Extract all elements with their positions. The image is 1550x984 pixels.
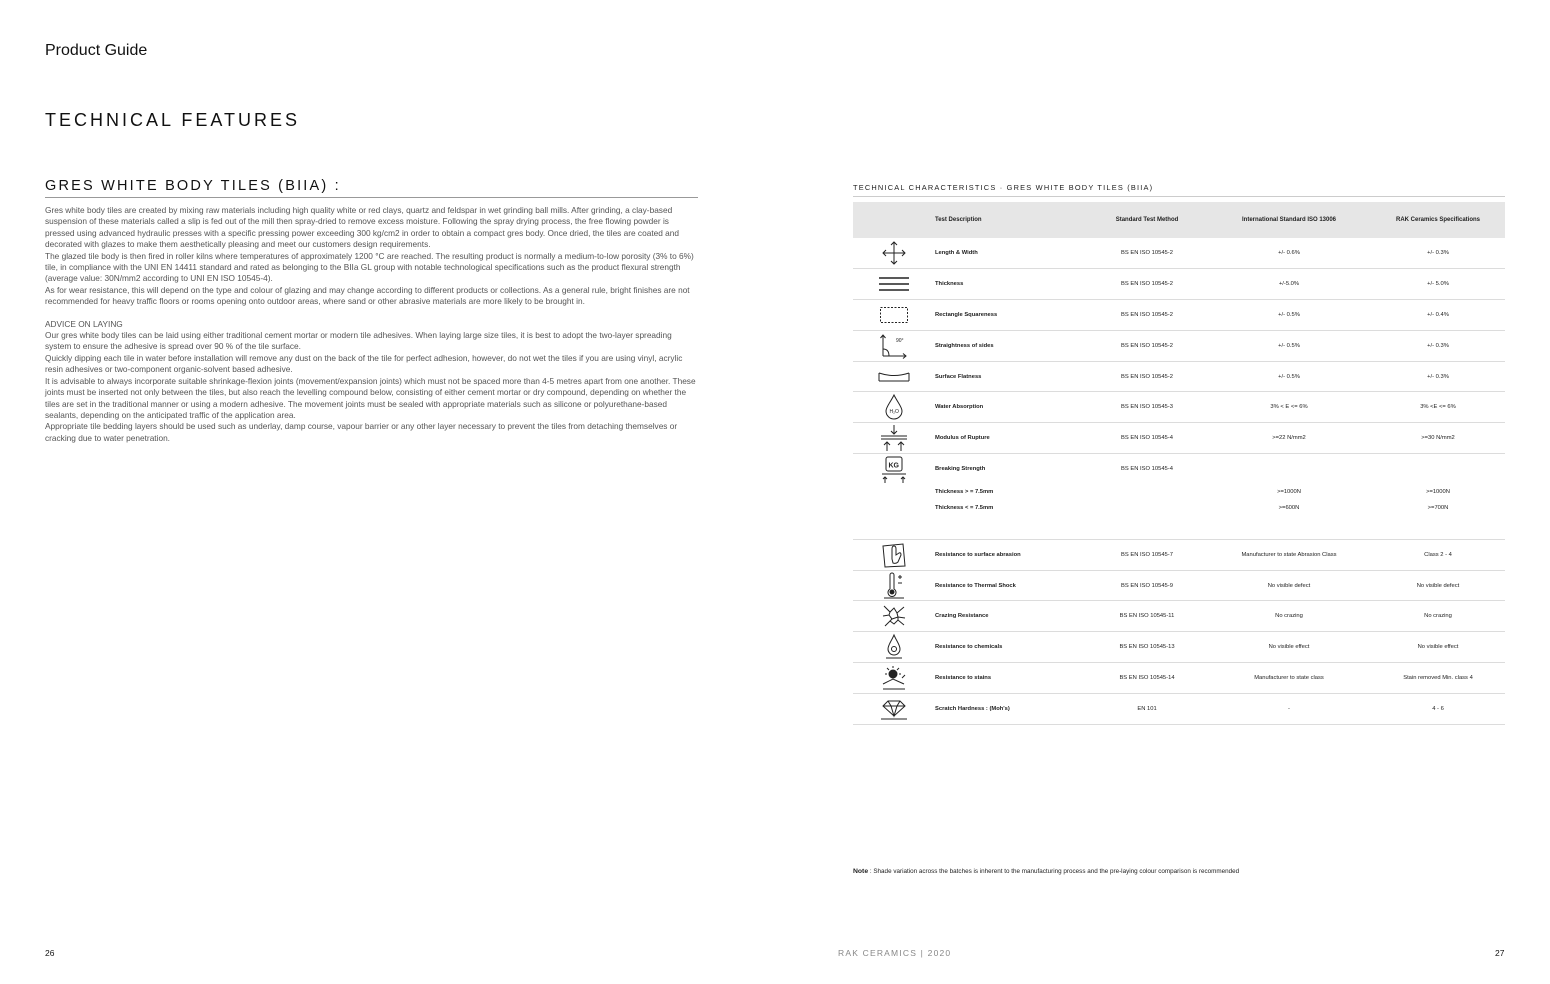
section-title: GRES WHITE BODY TILES (BIIA) : (45, 178, 698, 198)
table-row (853, 539, 1505, 570)
cell-method: BS EN ISO 10545-2 (1087, 330, 1207, 361)
table-row (853, 484, 1505, 500)
technical-table (853, 202, 1505, 725)
cell-method: BS EN ISO 10545-13 (1087, 632, 1207, 663)
cell-desc: Resistance to Thermal Shock (935, 570, 1087, 601)
cell-desc: Breaking Strength (935, 466, 986, 473)
cell-rak: +/- 0.3% (1371, 361, 1505, 392)
paragraph: As for wear resistance, this will depend on the type and colour of glazing and may change according to different products or collections. As a general rule, bright finishes are not recommended for heavy traffic floors or rooms opening onto outdoor areas, where sand or other abrasive materials are more likely to be brought in. (45, 284, 690, 307)
thermometer-icon (853, 570, 935, 601)
header-cell: Test Description (935, 202, 1087, 238)
page-number-right: 27 (1495, 948, 1505, 958)
section-body (45, 205, 698, 444)
table-row (853, 601, 1505, 632)
cell-desc: Water Absorption (935, 392, 1087, 423)
rectangle-squareness-icon (853, 300, 935, 331)
cell-iso: >=1000N (1277, 489, 1301, 496)
cell-desc: Modulus of Rupture (935, 423, 1087, 454)
note-text: : Shade variation across the batches is inherent to the manufacturing process and the pre-laying colour comparison is recommended (868, 868, 1240, 875)
cell-rak: 4 - 6 (1371, 693, 1505, 724)
cell-desc: Thickness < = 7.5mm (935, 505, 994, 512)
cell-iso: +/- 0.5% (1207, 330, 1371, 361)
cell-method: BS EN ISO 10545-4 (1121, 466, 1173, 473)
left-column (45, 178, 698, 444)
svg-text:90°: 90° (896, 337, 904, 344)
table-row (853, 330, 1505, 361)
cell-rak: >=30 N/mm2 (1371, 423, 1505, 454)
cell-iso: 3% < E <= 6% (1207, 392, 1371, 423)
table-row (853, 500, 1505, 516)
table-row (853, 238, 1505, 269)
cell-method: BS EN ISO 10545-9 (1087, 570, 1207, 601)
table-row (853, 423, 1505, 454)
paragraph: The glazed tile body is then fired in roller kilns where temperatures of approximately 1200 °C are reached. The resulting product is normally a medium-to-low porosity (3% to 6%) tile, in compliance with the UNI EN 14411 standard and rated as belonging to the BIIa GL group with notable technological specifications such as the product flexural strength (average value: 30N/mm2 according to UNI EN ISO 10545-4). (45, 250, 694, 284)
table-row (853, 632, 1505, 663)
advice-title: ADVICE ON LAYING (45, 318, 123, 329)
header-cell: RAK Ceramics Specifications (1371, 202, 1505, 238)
cell-rak: >=1000N (1426, 489, 1450, 496)
cell-method: BS EN ISO 10545-14 (1087, 663, 1207, 694)
cell-iso: No visible effect (1207, 632, 1371, 663)
stain-icon (853, 663, 935, 694)
kg-weight-icon (853, 454, 935, 485)
cell-iso: +/- 0.6% (1207, 238, 1371, 269)
cell-rak: +/- 0.3% (1371, 330, 1505, 361)
table-row (853, 392, 1505, 423)
cell-desc: Resistance to chemicals (935, 632, 1087, 663)
cell-iso: >=600N (1278, 505, 1300, 512)
cell-rak: +/- 0.4% (1371, 300, 1505, 331)
cell-desc: Thickness > = 7.5mm (935, 489, 994, 496)
cell-desc: Surface Flatness (935, 361, 1087, 392)
cell-desc: Rectangle Squareness (935, 300, 1087, 331)
paragraph: Gres white body tiles are created by mixing raw materials including high quality white or red clays, quartz and feldspar in wet grinding ball mills. After grinding, a clay-based suspension of these materials called a slip is fed out of the mill then spray-dried to remove excess moisture. Following the spray drying process, the free flowing powder is pressed using advanced hydraulic presses with a specific pressing power exceeding 300 kg/cm2 in order to obtain a compact gres body. Once dried, the tiles are coated and decorated with glazes to make them aesthetically pleasing and meet our customers design requirements. (45, 205, 679, 250)
cell-rak: No visible effect (1371, 632, 1505, 663)
paragraph: It is advisable to always incorporate suitable shrinkage-flexion joints (movement/expansion joints) which must not be spaced more than 4-5 metres apart from one another. These joints must be inserted not only between the tiles, but also reach the levelling compound below, consisting of either cement mortar or dry compound, depending on whether the tiles are set in the traditional manner or using a modern adhesive. The movement joints must be sealed with appropriate materials such as silicone or polyurethane-based sealants, depending on the anticipated traffic of the application area. (45, 375, 696, 420)
svg-text:KG: KG (888, 462, 899, 470)
table-title: TECHNICAL CHARACTERISTICS · GRES WHITE BODY TILES (BIIA) (853, 183, 1505, 197)
svg-text:H₂O: H₂O (889, 409, 899, 416)
cell-desc: Thickness (935, 269, 1087, 300)
cell-iso: No visible defect (1207, 570, 1371, 601)
cell-iso: Manufacturer to state class (1207, 663, 1371, 694)
right-column (853, 183, 1505, 725)
paragraph: Appropriate tile bedding layers should be used such as underlay, damp course, vapour barrier or any other layer necessary to prevent the tiles from detaching themselves or cracking due to water penetration. (45, 421, 678, 443)
cell-rak: Stain removed Min. class 4 (1371, 663, 1505, 694)
cell-desc: Length & Width (935, 238, 1087, 269)
cell-method: BS EN ISO 10545-2 (1087, 300, 1207, 331)
cell-iso: - (1207, 693, 1371, 724)
header-cell: Standard Test Method (1087, 202, 1207, 238)
cell-rak: +/- 5.0% (1371, 269, 1505, 300)
cell-iso: +/- 0.5% (1207, 361, 1371, 392)
cell-method: BS EN ISO 10545-2 (1087, 238, 1207, 269)
cell-method: BS EN ISO 10545-2 (1087, 361, 1207, 392)
page-number-left: 26 (45, 948, 55, 958)
table-row (853, 693, 1505, 724)
surface-flatness-icon (853, 361, 935, 392)
cell-desc: Resistance to surface abrasion (935, 539, 1087, 570)
chemical-drop-icon (853, 632, 935, 663)
cell-method: BS EN ISO 10545-3 (1087, 392, 1207, 423)
cell-iso: No crazing (1207, 601, 1371, 632)
cell-rak: 3% <E <= 6% (1371, 392, 1505, 423)
right-angle-icon (853, 330, 935, 361)
water-drop-icon (853, 392, 935, 423)
cell-rak: No visible defect (1371, 570, 1505, 601)
footnote (853, 868, 1239, 875)
paragraph: Quickly dipping each tile in water before installation will remove any dust on the back of the tile for perfect adhesion, however, do not wet the tiles if you are using vinyl, acrylic resin adhesives or two-component organic-solvent based adhesive. (45, 352, 683, 375)
diamond-icon (853, 693, 935, 724)
thickness-lines-icon (853, 269, 935, 300)
cell-rak: Class 2 - 4 (1371, 539, 1505, 570)
footer-brand: RAK CERAMICS | 2020 (838, 948, 952, 958)
table-row (853, 300, 1505, 331)
table-row (853, 269, 1505, 300)
table-row (853, 454, 1505, 485)
paragraph: Our gres white body tiles can be laid using either traditional cement mortar or modern tile adhesives. When laying large size tiles, it is best to adopt the two-layer spreading system to ensure the adhesive is spread over 90 % of the tile surface. (45, 330, 672, 352)
page-title: TECHNICAL FEATURES (45, 110, 301, 130)
length-width-arrows-icon (853, 238, 935, 269)
cell-rak: No crazing (1371, 601, 1505, 632)
table-row (853, 663, 1505, 694)
cell-desc: Straightness of sides (935, 330, 1087, 361)
brand-title: Product Guide (45, 42, 148, 59)
table-spacer-row (853, 516, 1505, 539)
cell-desc: Scratch Hardness : (Moh's) (935, 693, 1087, 724)
cell-method: BS EN ISO 10545-4 (1087, 423, 1207, 454)
cell-desc: Crazing Resistance (935, 601, 1087, 632)
modulus-rupture-icon (853, 423, 935, 454)
crazing-icon (853, 601, 935, 632)
cell-iso: +/- 0.5% (1207, 300, 1371, 331)
header-cell: International Standard ISO 13006 (1207, 202, 1371, 238)
abrasion-hand-icon (853, 539, 935, 570)
cell-iso: >=22 N/mm2 (1207, 423, 1371, 454)
table-row (853, 570, 1505, 601)
table-header-row (853, 202, 1505, 238)
cell-method: BS EN ISO 10545-11 (1087, 601, 1207, 632)
cell-method: BS EN ISO 10545-7 (1087, 539, 1207, 570)
cell-method: BS EN ISO 10545-2 (1087, 269, 1207, 300)
header-icon-cell (853, 202, 935, 238)
cell-iso: +/-5.0% (1207, 269, 1371, 300)
cell-iso: Manufacturer to state Abrasion Class (1207, 539, 1371, 570)
cell-desc: Resistance to stains (935, 663, 1087, 694)
cell-rak: +/- 0.3% (1371, 238, 1505, 269)
cell-method: EN 101 (1087, 693, 1207, 724)
table-row (853, 361, 1505, 392)
cell-rak: >=700N (1427, 505, 1449, 512)
note-label: Note (853, 868, 869, 875)
